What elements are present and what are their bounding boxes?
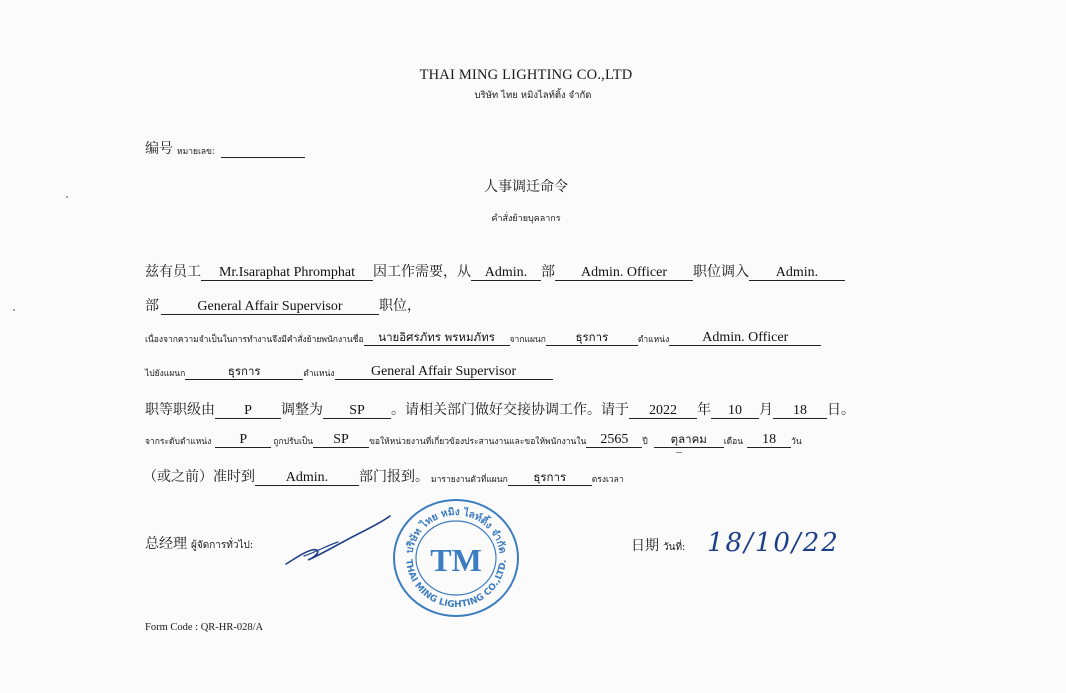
effective-year: 2022 [629, 403, 697, 419]
scan-speck [66, 196, 68, 198]
line7-text: （或之前）准时到 [143, 469, 255, 485]
line-7 [143, 466, 624, 486]
scan-speck [676, 452, 682, 453]
number-field [145, 138, 305, 158]
to-position: General Affair Supervisor [161, 299, 379, 315]
line-1 [145, 261, 845, 281]
line-6 [145, 432, 802, 448]
line5-text: 。请相关部门做好交接协调工作。请于 [391, 402, 629, 418]
line5-text: 月 [759, 402, 773, 418]
grade-to-th: SP [313, 432, 369, 448]
handwritten-date [703, 525, 840, 561]
line-3 [145, 330, 821, 346]
line7-text: ตรงเวลา [591, 475, 624, 485]
grade-to: SP [323, 403, 391, 419]
line6-text: จากระดับตำแหน่ง [145, 437, 212, 447]
line6-text: ขอให้หน่วยงานที่เกี่ยวข้องประสานงานและขอให้พนักงานใน [369, 437, 587, 447]
from-dept-th: ธุรการ [546, 330, 638, 346]
line-2 [145, 295, 421, 315]
line-4 [145, 364, 553, 380]
line6-text: วัน [791, 437, 802, 447]
line4-text: ไปยังแผนก [145, 369, 186, 379]
line7-text: มารายงานตัวที่แผนก [431, 475, 508, 485]
grade-from-th: P [215, 432, 271, 448]
line5-text: 职等职级由 [145, 402, 215, 418]
from-position-th-line: Admin. Officer [669, 330, 821, 346]
line3-text: ตำแหน่ง [637, 335, 670, 345]
company-name-en: THAI MING LIGHTING CO.,LTD [419, 67, 633, 83]
company-stamp [390, 497, 522, 619]
number-label-cn: 编号 [145, 141, 173, 157]
number-label-th: หมายเลข: [177, 147, 215, 157]
stamp-ring-top: บริษัท ไทย หมิง ไลท์ติ้ง จำกัด [404, 506, 508, 555]
employee-name: Mr.Isaraphat Phromphat [201, 265, 373, 281]
line-5 [145, 399, 855, 419]
line7-text: 部门报到。 [359, 469, 429, 485]
form-code: Form Code : QR-HR-028/A [145, 622, 264, 633]
grade-from: P [215, 403, 281, 419]
scan-speck [13, 309, 15, 311]
date-label-cn: 日期 [631, 538, 659, 554]
line6-text: เดือน [723, 437, 744, 447]
line2-text: 职位， [379, 298, 421, 314]
line1-text: 兹有员工 [145, 264, 201, 280]
signature-label-cn: 总经理 [145, 536, 187, 552]
report-dept-th: ธุรการ [508, 470, 592, 486]
line5-text: 年 [697, 402, 711, 418]
svg-text:18/10/22: 18/10/22 [707, 528, 840, 558]
from-position: Admin. Officer [555, 265, 693, 281]
date-field [631, 535, 685, 555]
stamp-center-logo: TM [430, 542, 482, 578]
line1-text: 因工作需要，从 [373, 264, 471, 280]
effective-year-th: 2565 [586, 432, 642, 448]
report-dept: Admin. [255, 470, 359, 486]
line5-text: 日。 [827, 402, 855, 418]
line4-text: ตำแหน่ง [303, 369, 335, 379]
signature-label-th: ผู้จัดการทั่วไป: [191, 540, 254, 551]
line6-text: ปี [642, 437, 648, 447]
number-value [221, 157, 305, 158]
document-title-th: คำสั่งย้ายบุคลากร [491, 214, 561, 224]
effective-day: 18 [773, 403, 827, 419]
company-name-th: บริษัท ไทย หมิงไลท์ติ้ง จำกัด [474, 90, 592, 101]
stamp-ring-bottom: THAI MING LIGHTING CO.,LTD. [402, 558, 509, 611]
line3-text: จากแผนก [509, 335, 546, 345]
line1-text: 部 [541, 264, 555, 280]
date-label-th: วันที่: [663, 542, 686, 553]
employee-name-th: นายอิศรภัทร พรหมภัทร [364, 330, 510, 346]
line3-text: เนื่องจากความจำเป็นในการทำงานจึงมีคำสั่งย้ายพนักงานชื่อ [145, 335, 364, 345]
line1-text: 职位调入 [693, 264, 749, 280]
effective-month: 10 [711, 403, 759, 419]
to-position-th-line: General Affair Supervisor [335, 364, 553, 380]
effective-month-th: ตุลาคม [654, 432, 724, 448]
signature-scribble [282, 512, 394, 572]
to-dept: Admin. [749, 265, 845, 281]
document-title-cn: 人事调迁命令 [484, 179, 568, 195]
effective-day-th: 18 [747, 432, 791, 448]
line2-text: 部 [145, 298, 159, 314]
line6-text: ถูกปรับเป็น [273, 437, 314, 447]
to-dept-th: ธุรการ [185, 364, 303, 380]
signature-field [145, 533, 253, 553]
line5-text: 调整为 [281, 402, 323, 418]
from-dept: Admin. [471, 265, 541, 281]
